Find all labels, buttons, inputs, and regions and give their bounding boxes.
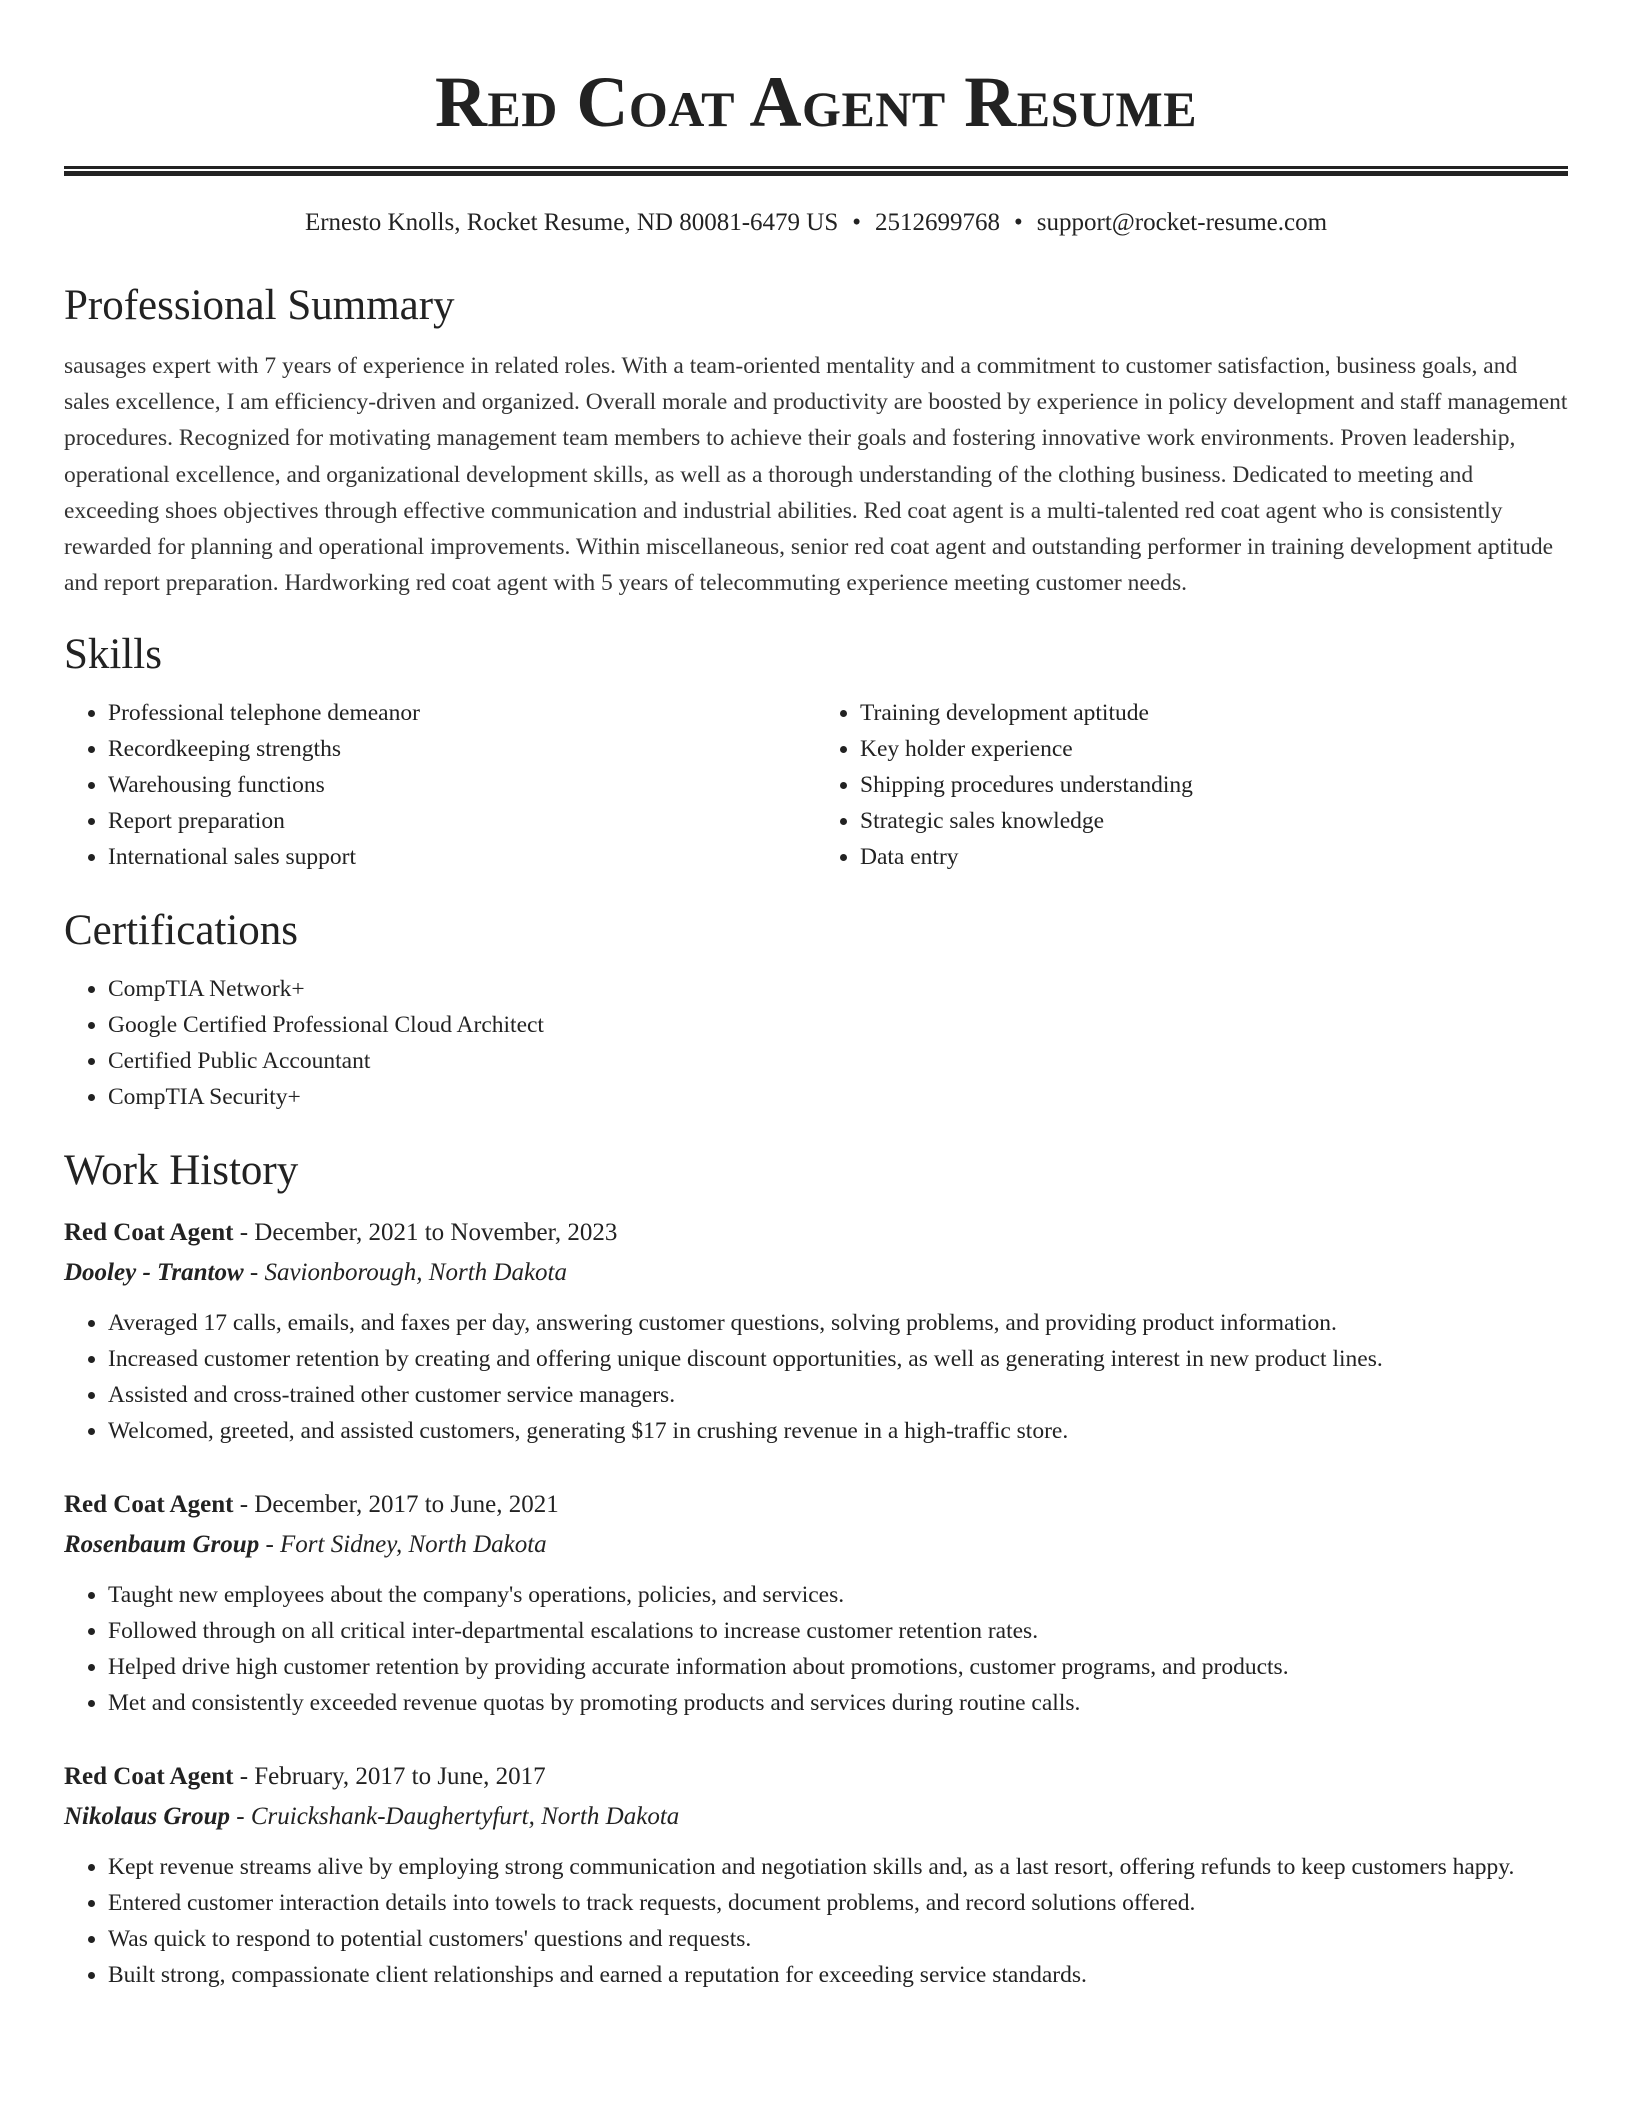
skill-item: • Strategic sales knowledge [860,803,1568,839]
certification-item: • CompTIA Network+ [108,971,1568,1007]
job-title-line [64,1485,1568,1525]
job-bullet: • Built strong, compassionate client relationships and earned a reputation for exceeding service standards. [108,1957,1568,1993]
job-bullet: • Followed through on all critical inter-departmental escalations to increase customer retention rates. [108,1613,1568,1649]
skills-columns [64,695,1568,875]
contact-line [64,206,1568,240]
certification-item: • CompTIA Security+ [108,1079,1568,1115]
skill-item: • Data entry [860,839,1568,875]
job-title: Red Coat Agent [64,1219,234,1247]
contact-separator: • [852,209,861,236]
contact-address: Ernesto Knolls, Rocket Resume, ND 80081-6479 US [304,209,839,236]
job-company-line [64,1525,1568,1565]
job-dates: - February, 2017 to June, 2017 [233,1763,546,1791]
job-company: Nikolaus Group [64,1803,231,1831]
skills-list-left [64,695,816,875]
skill-item: • Professional telephone demeanor [108,695,816,731]
contact-email: support@rocket-resume.com [1036,209,1328,236]
job-bullets [64,1849,1568,1993]
job-title: Red Coat Agent [64,1763,234,1791]
skill-item: • Training development aptitude [860,695,1568,731]
skill-item: • Recordkeeping strengths [108,731,816,767]
certification-item: • Google Certified Professional Cloud Architect [108,1007,1568,1043]
job-bullet: • Welcomed, greeted, and assisted customers, generating $17 in crushing revenue in a high-traffic store. [108,1413,1568,1449]
job-bullets [64,1305,1568,1449]
certifications-list [64,971,1568,1115]
job-location: - Fort Sidney, North Dakota [259,1531,547,1559]
resume-title: Red Coat Agent Resume [434,62,1198,142]
job-company-line [64,1797,1568,1837]
job-bullet: • Helped drive high customer retention by providing accurate information about promotions, customer programs, and products. [108,1649,1568,1685]
job-bullets [64,1577,1568,1721]
job-bullet: • Taught new employees about the company's operations, policies, and services. [108,1577,1568,1613]
job-bullet: • Increased customer retention by creating and offering unique discount opportunities, as well as generating interest in new product lines. [108,1341,1568,1377]
job-bullet: • Entered customer interaction details into towels to track requests, document problems, and record solutions offered. [108,1885,1568,1921]
job-location: - Savionborough, North Dakota [243,1259,567,1287]
summary-heading: Professional Summary [64,282,455,329]
skill-item: • Report preparation [108,803,816,839]
skills-list-right [816,695,1568,875]
skills-heading: Skills [64,631,162,679]
job-bullet: • Met and consistently exceeded revenue quotas by promoting products and services during routine calls. [108,1685,1568,1721]
job-dates: - December, 2017 to June, 2021 [233,1491,559,1519]
certifications-heading: Certifications [64,907,299,955]
job-title: Red Coat Agent [64,1491,234,1519]
job-entry [64,1757,1568,1993]
job-company-line [64,1253,1568,1293]
job-dates: - December, 2021 to November, 2023 [233,1219,618,1247]
skill-item: • Warehousing functions [108,767,816,803]
skill-item: • International sales support [108,839,816,875]
contact-phone: 2512699768 [875,209,1000,236]
summary-text: sausages expert with 7 years of experience in related roles. With a team-oriented mentality and a commitment to customer satisfaction, business goals, and sales excellence, I am efficiency-driven and organized. Overall morale and productivity are boosted by experience in policy development and staff management procedures. Recognized for motivating management team members to achieve their goals and fostering innovative work environments. Proven leadership, operational excellence, and organizational development skills, as well as a thorough understanding of the clothing business. Dedicated to meeting and exceeding shoes objectives through effective communication and industrial abilities. Red coat agent is a multi-talented red coat agent who is consistently rewarded for planning and operational improvements. Within miscellaneous, senior red coat agent and outstanding performer in training development aptitude and report preparation. Hardworking red coat agent with 5 years of telecommuting experience meeting customer needs. [64,353,1568,597]
job-bullet: • Was quick to respond to potential customers' questions and requests. [108,1921,1568,1957]
job-title-line [64,1757,1568,1797]
skill-item: • Shipping procedures understanding [860,767,1568,803]
certification-item: • Certified Public Accountant [108,1043,1568,1079]
job-title-line [64,1213,1568,1253]
title-double-rule [64,166,1568,176]
job-entry [64,1485,1568,1721]
job-company: Dooley - Trantow [64,1259,244,1287]
job-bullet: • Kept revenue streams alive by employing strong communication and negotiation skills and, as a last resort, offering refunds to keep customers happy. [108,1849,1568,1885]
job-bullet: • Averaged 17 calls, emails, and faxes per day, answering customer questions, solving problems, and providing product information. [108,1305,1568,1341]
job-location: - Cruickshank-Daughertyfurt, North Dakota [230,1803,680,1831]
job-company: Rosenbaum Group [64,1531,260,1559]
contact-separator: • [1014,209,1023,236]
skill-item: • Key holder experience [860,731,1568,767]
work-history-heading: Work History [64,1147,299,1195]
job-entry [64,1213,1568,1449]
job-bullet: • Assisted and cross-trained other customer service managers. [108,1377,1568,1413]
